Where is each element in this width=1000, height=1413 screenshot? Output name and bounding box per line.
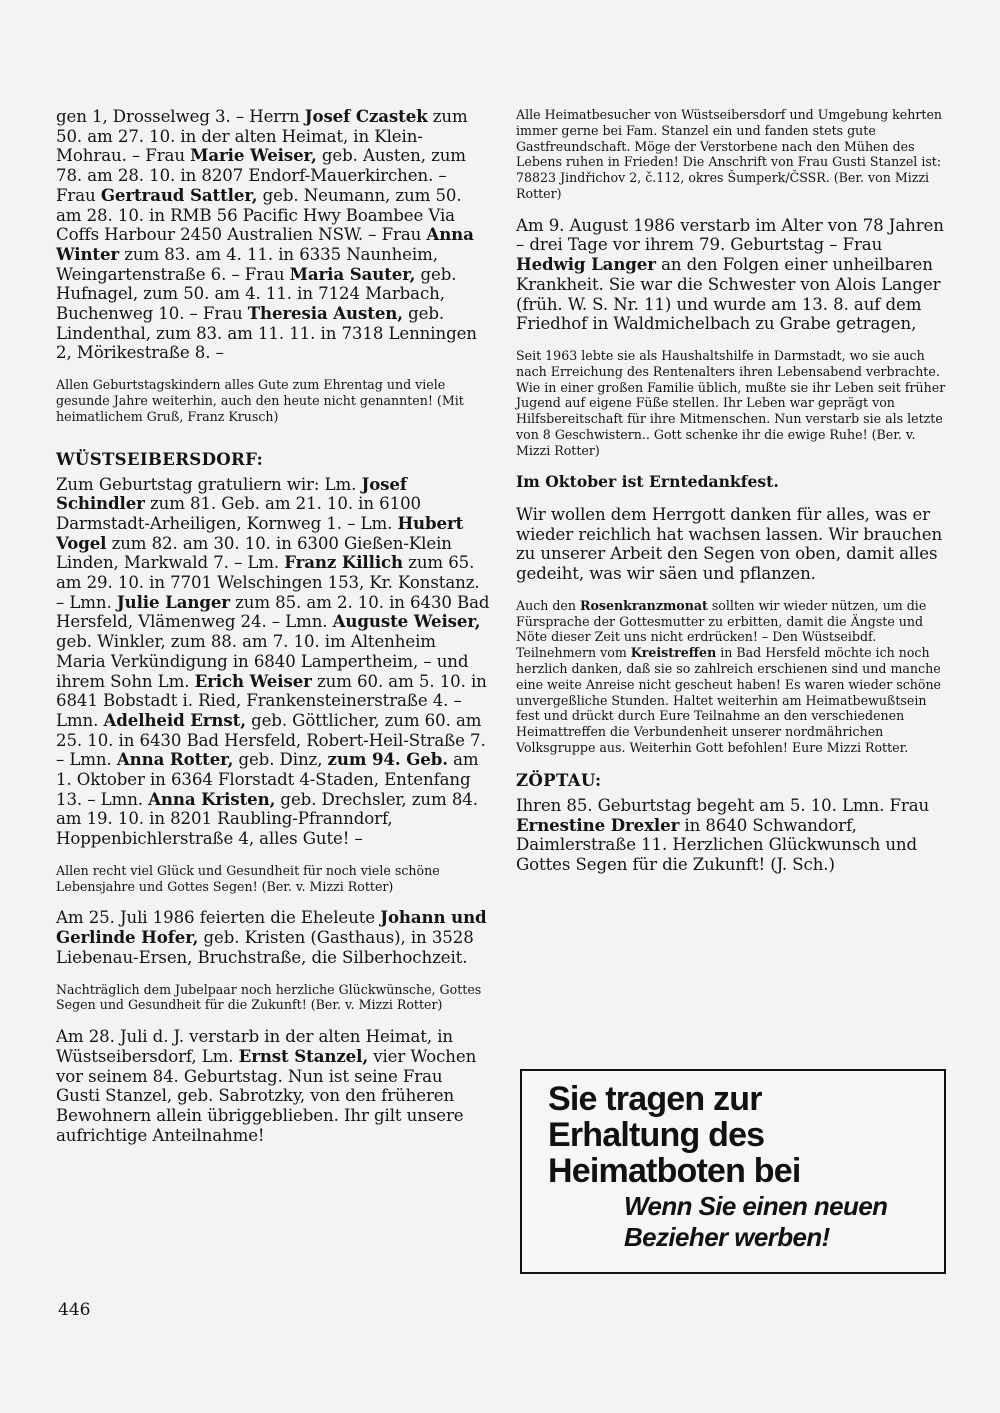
article-paragraph [56, 908, 490, 967]
text-run: geb. Kristen (Gasthaus), in 3528 Liebenau-Ersen, Bruchstraße, die Silberhochzeit. [56, 928, 474, 967]
name-highlight: Anna Kristen, [148, 788, 276, 809]
note-paragraph [56, 863, 490, 895]
text-run: zum 60. am 5. 10. in 6841 Bobstadt i. Ried, Frankensteinerstraße 4. – Lmn. [56, 671, 487, 730]
advert-subline: Wenn Sie einen neuen Bezieher werben! [624, 1191, 888, 1252]
text-run: Ihren 85. Geburtstag begeht am 5. 10. Lmn. Frau [516, 795, 930, 815]
name-highlight: zum 94. Geb. [327, 749, 448, 770]
name-highlight: Johann und Gerlinde Hofer, [56, 907, 487, 948]
name-highlight: Hedwig Langer [516, 254, 656, 275]
section-heading: WÜSTSEIBERSDORF: [56, 448, 264, 469]
article-paragraph [516, 796, 952, 875]
article-paragraph [516, 216, 952, 334]
name-highlight: Rosenkranzmonat [580, 597, 708, 613]
text-run: zum 83. am 4. 11. in 6335 Naunheim, Weingartenstraße 6. – Frau [56, 244, 438, 284]
text-run: Allen Geburtstagskindern alles Gute zum Ehrentag und viele gesunde Jahre weiterhin, auch den heute nicht genannten! (Mit heimatlichem Gruß, Franz Krusch) [56, 377, 464, 424]
text-run: Auch den [516, 597, 581, 613]
note-paragraph [516, 107, 952, 202]
section-heading: ZÖPTAU: [516, 769, 602, 790]
text-run: zum 85. am 2. 10. in 6430 Bad Hersfeld, Vlämenweg 24. – Lmn. [56, 592, 490, 632]
text-run: Seit 1963 lebte sie als Haushaltshilfe in Darmstadt, wo sie auch nach Erreichung des Rentenalters ihren Lebensabend verbrachte. Wie in einer großen Familie üblich, mußte sie ihr Leben seit früher Jugend auf eigene Füße stellen. Ihr Leben war geprägt von Hilfsbereitschaft für ihre Mitmenschen. Nun verstarb sie als letzte von 8 Geschwistern.. Gott schenke ihr die ewige Ruhe! (Ber. v. Mizzi Rotter) [516, 348, 946, 458]
text-run: Am 9. August 1986 verstarb im Alter von 78 Jahren – drei Tage vor ihrem 79. Geburtstag – Frau [516, 215, 944, 255]
text-run: geb. Dinz, [233, 750, 328, 770]
name-highlight: Ernst Stanzel, [238, 1045, 369, 1066]
name-highlight: Erich Weiser [194, 670, 312, 691]
name-highlight: Franz Killich [284, 552, 404, 573]
text-run: Alle Heimatbesucher von Wüstseibersdorf und Umgebung kehrten immer gerne bei Fam. Stanzel ein und fanden stets gute Gastfreundschaft. Möge der Verstorbene nach den Mühen des Lebens ruhen in Frieden! Die Anschrift von Frau Gusti Stanzel ist: 78823 Jindřichov 2, č.112, okres Šumperk/ČSSR. (Ber. von Mizzi Rotter) [516, 107, 943, 201]
name-highlight: Auguste Weiser, [332, 611, 481, 632]
text-run: geb. Lindenthal, zum 83. am 11. 11. in 7318 Lenningen 2, Mörikestraße 8. – [56, 304, 477, 363]
text-run: geb. Göttlicher, zum 60. am 25. 10. in 6430 Bad Hersfeld, Robert-Heil-Straße 7. – Lmn. [56, 710, 486, 770]
right-column [516, 107, 952, 889]
note-paragraph [516, 598, 952, 756]
name-highlight: Ernestine Drexler [516, 814, 680, 835]
text-run: vier Wochen vor seinem 84. Geburtstag. Nun ist seine Frau Gusti Stanzel, geb. Sabrotzky, von den früheren Bewohnern allein übriggeblieben. Ihr gilt unsere aufrichtige Anteilnahme! [56, 1046, 477, 1145]
text-run: zum 50. am 27. 10. in der alten Heimat, in Klein-Mohrau. – Frau [56, 107, 468, 166]
subscription-advert [520, 1069, 946, 1274]
article-paragraph [516, 505, 952, 584]
note-paragraph [56, 982, 490, 1014]
name-highlight: Adelheid Ernst, [103, 709, 246, 730]
name-highlight: Maria Sauter, [289, 263, 416, 284]
name-highlight: Josef Schindler [56, 473, 407, 514]
text-run: Allen recht viel Glück und Gesundheit für noch viele schöne Lebensjahre und Gottes Segen! (Ber. v. Mizzi Rotter) [56, 862, 440, 894]
text-run: zum 82. am 30. 10. in 6300 Gießen-Klein Linden, Markwald 7. – Lm. [56, 533, 452, 573]
text-run: zum 65. am 29. 10. in 7701 Welschingen 153, Kr. Konstanz. – Lmn. [56, 553, 480, 612]
name-highlight: Anna Winter [56, 224, 474, 264]
name-highlight: Anna Rotter, [116, 749, 234, 770]
text-run: Wir wollen dem Herrgott danken für alles, was er wieder reichlich hat wachsen lassen. Wir brauchen zu unserer Arbeit den Segen von oben, damit alles gedeiht, was wir säen und pflanzen. [516, 505, 943, 584]
article-paragraph [56, 107, 490, 363]
note-paragraph [516, 348, 952, 459]
text-run: gen 1, Drosselweg 3. – Herrn [56, 107, 305, 126]
text-run: sollten wir wieder nützen, um die Fürsprache der Gottesmutter zu erbitten, damit die Ängste und Nöte dieser Zeit uns nicht erdrücken! – Den Wüstseibdf. Teilnehmern vom [516, 597, 927, 661]
name-highlight: Julie Langer [116, 591, 230, 612]
name-highlight: Marie Weiser, [190, 145, 317, 166]
text-run: in Bad Hersfeld möchte ich noch herzlich danken, daß sie so zahlreich erschienen sind und manche eine weite Anreise nicht gescheut haben! Es waren wieder schöne unvergeßliche Stunden. Haltet weiterhin am Heimatbewußtsein fest und drückt durch Eure Teilnahme an den verschiedenen Heimattreffen die Verbundenheit unserer nordmährichen Volksgruppe aus. Weiterhin Gott befohlen! Eure Mizzi Rotter. [516, 645, 942, 756]
text-run: am 1. Oktober in 6364 Florstadt 4-Staden, Entenfang 13. – Lmn. [56, 750, 479, 809]
note-paragraph [56, 377, 490, 424]
text-run: geb. Austen, zum 78. am 28. 10. in 8207 Endorf-Mauerkirchen. – Frau [56, 146, 466, 205]
article-paragraph [56, 475, 490, 849]
text-run: Zum Geburtstag gratuliern wir: Lm. [56, 474, 362, 494]
text-run: geb. Drechsler, zum 84. am 19. 10. in 8201 Raubling-Pfranndorf, Hoppenbichlerstraße 4, alles Gute! – [56, 789, 478, 849]
text-run: zum 81. Geb. am 21. 10. in 6100 Darmstadt-Arheiligen, Kornweg 1. – Lm. [56, 494, 421, 533]
text-run: geb. Winkler, zum 88. am 7. 10. im Altenheim Maria Verkündigung in 6840 Lampertheim, – und ihrem Sohn Lm. [56, 632, 469, 691]
text-run: in 8640 Schwandorf, Daimlerstraße 11. Herzlichen Glückwunsch und Gottes Segen für die Zukunft! (J. Sch.) [516, 815, 918, 874]
left-column [56, 107, 490, 1159]
text-run: geb. Hufnagel, zum 50. am 4. 11. in 7124 Marbach, Buchenweg 10. – Frau [56, 264, 457, 324]
text-run: geb. Neumann, zum 50. am 28. 10. in RMB 56 Pacific Hwy Boambee Via Coffs Harbour 2450 Australien NSW. – Frau [56, 185, 462, 245]
text-run: Am 25. Juli 1986 feierten die Eheleute [56, 908, 381, 928]
text-run: Nachträglich dem Jubelpaar noch herzliche Glückwünsche, Gottes Segen und Gesundheit für die Zukunft! (Ber. v. Mizzi Rotter) [56, 981, 482, 1013]
name-highlight: Hubert Vogel [56, 512, 464, 553]
name-highlight: Theresia Austen, [247, 303, 403, 324]
name-highlight: Gertraud Sattler, [100, 184, 258, 205]
page-number: 446 [58, 1300, 91, 1320]
article-paragraph [56, 1027, 490, 1145]
name-highlight: Josef Czastek [304, 106, 428, 126]
text-run: an den Folgen einer unheilbaren Krankheit. Sie war die Schwester von Alois Langer (früh. W. S. Nr. 11) und wurde am 13. 8. auf dem Friedhof in Waldmichelbach zu Grabe getragen, [516, 255, 941, 334]
sub-heading: Im Oktober ist Erntedankfest. [516, 471, 779, 491]
name-highlight: Kreistreffen [630, 645, 717, 661]
text-run: Am 28. Juli d. J. verstarb in der alten Heimat, in Wüstseibersdorf, Lm. [56, 1027, 454, 1066]
advert-headline: Sie tragen zur Erhaltung des Heimatboten bei [548, 1080, 801, 1190]
